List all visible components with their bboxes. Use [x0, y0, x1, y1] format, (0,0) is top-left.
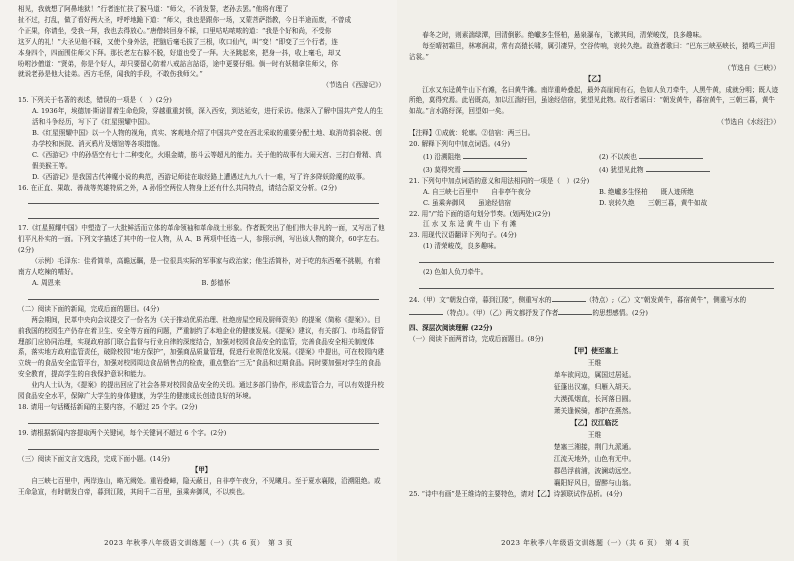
option-c: C. 虽乘奔御风 虽途经信宿 [423, 198, 512, 207]
poem-title: 【甲】使至塞上 [570, 346, 619, 355]
option-a: A. 1936年，埃德加·斯诺冒着生命危险，穿越重重封锁，深入西安，到达延安，进行采访。他深入了解中国共产党人的生活和斗争经历，写下了《红星照耀中国》。 [32, 107, 383, 127]
intro-line: 扯不过，打乱，做了看好两大圣，呼呼地跪下道：“师父，我也是跟你一场，又蒙菩萨指教，今日半途而废，不曾成 [18, 15, 352, 24]
question-stem: 25. “诗中有画”是王维诗的主要特色，请对【乙】诗颔联试作品析。(4分) [409, 489, 623, 498]
question-18 [18, 402, 385, 424]
sentence-1: (1) 清荣峻茂，良多趣味。 [423, 242, 501, 251]
answer-blank[interactable] [463, 150, 527, 159]
question-17 [18, 223, 385, 299]
item-4: (4) 犹望见此物 [599, 165, 644, 174]
answer-blank[interactable] [646, 163, 710, 172]
passage-source: （节选自《水经注》） [717, 118, 780, 127]
item-2: (2) 不以疾也 [599, 152, 637, 161]
option-b: B. 绝巘多生怪柏 既人迹所绝 [599, 187, 694, 196]
question-stem: 20. 解释下列句中加点词语。(4分) [409, 140, 511, 149]
passage-text: 江水又东迳黄牛山下有滩，名曰黄牛滩。南岸重岭叠起，最外高崖间有石，色如人负刀牵牛，人黑牛黄，成就分明；既人迹所绝，莫得究焉。此岩既高，加以江湍纡回，虽途经信宿，犹望见此物。故行者谣曰：“朝发黄牛，暮宿黄牛，三朝三暮，黄牛如故。”言水路纡深，回望如一矣。 [409, 85, 779, 116]
poem-yi [409, 417, 780, 489]
section-4 [409, 323, 780, 345]
option-b: B.《红星照耀中国》以一个人物的视角，真实、客观地介绍了中国共产党在西北采取的重要分配土地、取消苛捐杂税、创办学校和医院、消灭鸦片及烟馆等各项措施。 [32, 128, 382, 148]
annotation-note: 【注释】①成就：轮廓。②信宿：两三日。 [409, 129, 535, 138]
q24-tail: 的思想感情。(2分) [592, 308, 648, 317]
passage-label-jia: 【甲】 [191, 465, 212, 474]
page-footer: 2023 年秋季八年级语文训练题（一）（共 6 页） 第 3 页 [104, 539, 293, 548]
answer-blank[interactable] [552, 293, 586, 302]
question-stem: 21. 下列句中加点词语的意义和用法相同的一项是（ ）(2分) [409, 176, 590, 185]
passage-yi [409, 74, 780, 139]
passage-text: 自三峡七百里中，两岸连山，略无阙处。重岩叠嶂，隐天蔽日，自非亭午夜分，不见曦月。至于夏水襄陵，沿溯阻绝。或王命急宣，有时朝发白帝，暮到江陵，其间千二百里，虽乘奔御风，不以疾也。 [18, 476, 381, 496]
sentence-2: (2) 色如人负刀牵牛。 [423, 268, 488, 277]
example-text: （示例）毛泽东：佳肴简单，高瞻远瞩，是一位很具实际的军事家与政治家；他生活简朴，对于吃的东西毫不挑剔，有着南方人吃辣的嗜好。 [18, 257, 381, 277]
intro-line: 就说老孙是他大徒弟。西方毛怪，闻我的手段，不敢伤我师父。” [18, 70, 203, 79]
poem-author: 王维 [587, 358, 602, 367]
question-stem: 23. 用现代汉语翻译下列句子。(4分) [409, 231, 517, 240]
option-c: C.《西游记》中的孙悟空有七十二种变化，火眼金睛，筋斗云等超凡的能力。关于他的故事有大闹天宫、三打白骨精、真假美猴王等。 [32, 150, 382, 170]
poem-line: 江流天地外，山色有无中。 [553, 454, 636, 463]
section-title: （二）阅读下面的新闻，完成后面的题目。(4分) [18, 304, 160, 313]
section-news [18, 304, 385, 402]
page-footer: 2023 年秋季八年级语文训练题（一）（共 6 页） 第 4 页 [501, 539, 690, 548]
question-stem: 15. 下列关于名著的表述，错误的一项是（ ）(2分) [18, 96, 172, 105]
answer-blank[interactable] [409, 306, 443, 315]
q24-text: 24.（甲）文“朝发白帝，暮到江陵”，侧重写水的 [409, 296, 552, 305]
answer-line[interactable] [28, 439, 379, 450]
question-stem: 18. 请用一句话概括新闻的主要内容，不超过 25 个字。(2分) [18, 403, 198, 411]
passage-text: 每至晴初霜旦，林寒涧肃，常有高猿长啸，属引凄异，空谷传响，哀转久绝。故渔者歌曰：“巴东三峡巫峡长，猿鸣三声泪沾裳。” [409, 41, 776, 61]
poem-line: 萧关逢候骑，都护在燕然。 [553, 406, 636, 415]
poem-line: 襄阳好风日，留醉与山翁。 [553, 478, 636, 487]
intro-passage [18, 4, 385, 91]
option-d: D. 哀转久绝 三朝三暮，黄牛如故 [599, 198, 708, 207]
option-a: A. 周恩来 [32, 278, 61, 287]
intro-line: 这歹人的礼！”大圣见他不睬，又使个身外法，把脑后毫毛拔了三根，吹口仙气，叫“变！”即变了三个行者，连 [18, 37, 339, 46]
answer-line[interactable] [419, 278, 774, 289]
q24-end: （特点）。（甲）（乙）两文都抒发了作者 [443, 308, 559, 317]
intro-line: 个正果，你请坐，受我一拜，我也去得放心。”唐僧转回身不睬，口里咕咕哝哝的道：“我是个好和尚，不受你 [18, 26, 332, 35]
question-25 [409, 489, 780, 500]
poem-title: 【乙】汉江临泛 [570, 418, 619, 427]
rhythm-line: 江 水 又 东 迳 黄 牛 山 下 有 滩 [423, 220, 517, 229]
news-paragraph: 两会期间，民革中央向会议提交了一份名为《关于推动优质治理、杜绝房屋空间及厨师资美》的提案（简称《提案》）。目前我国的校园生产仍存在着卫生、安全等方面的问题，严重制约了本地企业的健康发展。《提案》建议，有关部门、市场监督管理部门应协同治理，实现政府部门联合监督与行业自律的深度结合，加强对校园食品安全的监管，完善食品安全相关制度体系，落实地方政府监管责任，破除校园“地方保护”，加强商品质量管理，促进行业规范化发展。《提案》中提出，可在校园内建立统一的食品安全监管平台，加强对校园周边食品销售点的检查，重点整治“三无”食品和过期食品。同时要加强对学生的食品安全教育，提高学生的自我保护意识和能力。 [18, 315, 385, 379]
option-d: D.《西游记》是我国古代神魔小说的典范，西游记师徒在取经路上遭遇过九九八十一难，写了许多降妖除魔的故事。 [32, 172, 369, 181]
option-row [18, 278, 385, 289]
answer-line[interactable] [28, 208, 379, 219]
page-4 [397, 0, 794, 561]
option-b: B. 彭德怀 [201, 278, 231, 287]
passage-text: 春冬之时，则素湍绿潭，回清倒影。绝巘多生怪柏，悬泉瀑布，飞漱其间，清荣峻茂，良多趣味。 [422, 31, 706, 39]
passage-jia-continued [409, 30, 780, 74]
q24-mid: （特点）;（乙）文“朝发黄牛，暮宿黄牛”，侧重写水的 [585, 296, 747, 305]
question-stem: 19. 请根据新闻内容提取两个关键词，每个关键词不超过 6 个字。(2分) [18, 428, 227, 437]
answer-blank[interactable] [463, 163, 527, 172]
question-22 [409, 209, 780, 231]
question-stem: 22. 用“/”给下面的语句划分节奏。(划两处)(2分) [409, 209, 551, 218]
item-1: (1) 沿溯阻绝 [423, 152, 461, 161]
answer-line[interactable] [28, 413, 379, 424]
news-paragraph: 业内人士认为，《提案》的提出回应了社会各界对校园食品安全的关切。通过多部门协作，形成监管合力，可以有效提升校园食品安全水平，保障广大学生的身体健康，为学生的健康成长创造良好的环境。 [18, 381, 384, 401]
intro-line: 本身四个，四面围住师父下拜。那长老左右躲不脱，好道也受了一拜。大圣跳起来，把身一抖，收上毫毛，却又 [18, 48, 342, 57]
section-title: （三）阅读下面文言文选段，完成下面小题。(14分) [18, 454, 171, 463]
item-3: (3) 莫得究焉 [423, 165, 461, 174]
answer-line[interactable] [419, 252, 774, 263]
intro-line: 吩咐沙僧道：“贤弟，你是个好人，却只要留心防着八戒詀言詀语，途中更要仔细。倘一时有妖精拿住师父，你 [18, 59, 338, 68]
poem-line: 郡邑浮前浦，波澜动远空。 [553, 466, 636, 475]
answer-blank[interactable] [639, 150, 703, 159]
passage-source: （节选自《三峡》） [723, 63, 780, 72]
poem-line: 大漠孤烟直，长河落日圆。 [553, 394, 636, 403]
section-title: 四、深层次阅读理解 (22分) [409, 323, 493, 332]
section-classical [18, 454, 385, 498]
passage-label-yi: 【乙】 [584, 74, 605, 83]
option-a: A. 自三峡七百里中 自非亭午夜分 [423, 187, 531, 196]
question-20 [409, 139, 780, 176]
section-subtitle: （一）阅读下面两首诗，完成后面题目。(8分) [409, 334, 544, 343]
question-stem: 17.《红星照耀中国》中塑造了一大批鲜活而立体的革命领袖和革命战士形象。作者既突出了他们伟大非凡的一面，又写出了他们平凡朴实的一面。下列文字描述了其中的一位人物，从 A、B 两项中任选一人，参照示例，写出该人物的简介，60字左右。(2分) [18, 224, 385, 255]
intro-line: 相见，我就想了阿鼻地狱！”行者连忙扶了猴马道：“师父，不消发誓，老孙去罢。”他将有理了 [18, 5, 289, 13]
poem-author: 王维 [587, 430, 602, 439]
answer-line[interactable] [28, 193, 379, 204]
question-19 [18, 428, 385, 450]
question-21 [409, 176, 780, 209]
poem-line: 楚塞三湘接，荆门九派通。 [553, 442, 636, 451]
poem-line: 征蓬出汉塞，归雁入胡天。 [553, 382, 636, 391]
answer-line[interactable] [28, 289, 379, 300]
question-24 [409, 293, 780, 319]
question-stem: 16. 在正直、果敢、善战等英雄特质之外，A 孙悟空两位人物身上还有什么共同特点，请结合原文分析。(2分) [18, 183, 337, 192]
poem-line: 单车欲问边，属国过居延。 [553, 370, 636, 379]
question-23 [409, 230, 780, 289]
question-16 [18, 183, 385, 220]
intro-source: （节选自《西游记》） [322, 81, 385, 90]
answer-blank[interactable] [558, 306, 592, 315]
question-15 [18, 95, 385, 182]
poem-jia [409, 345, 780, 417]
